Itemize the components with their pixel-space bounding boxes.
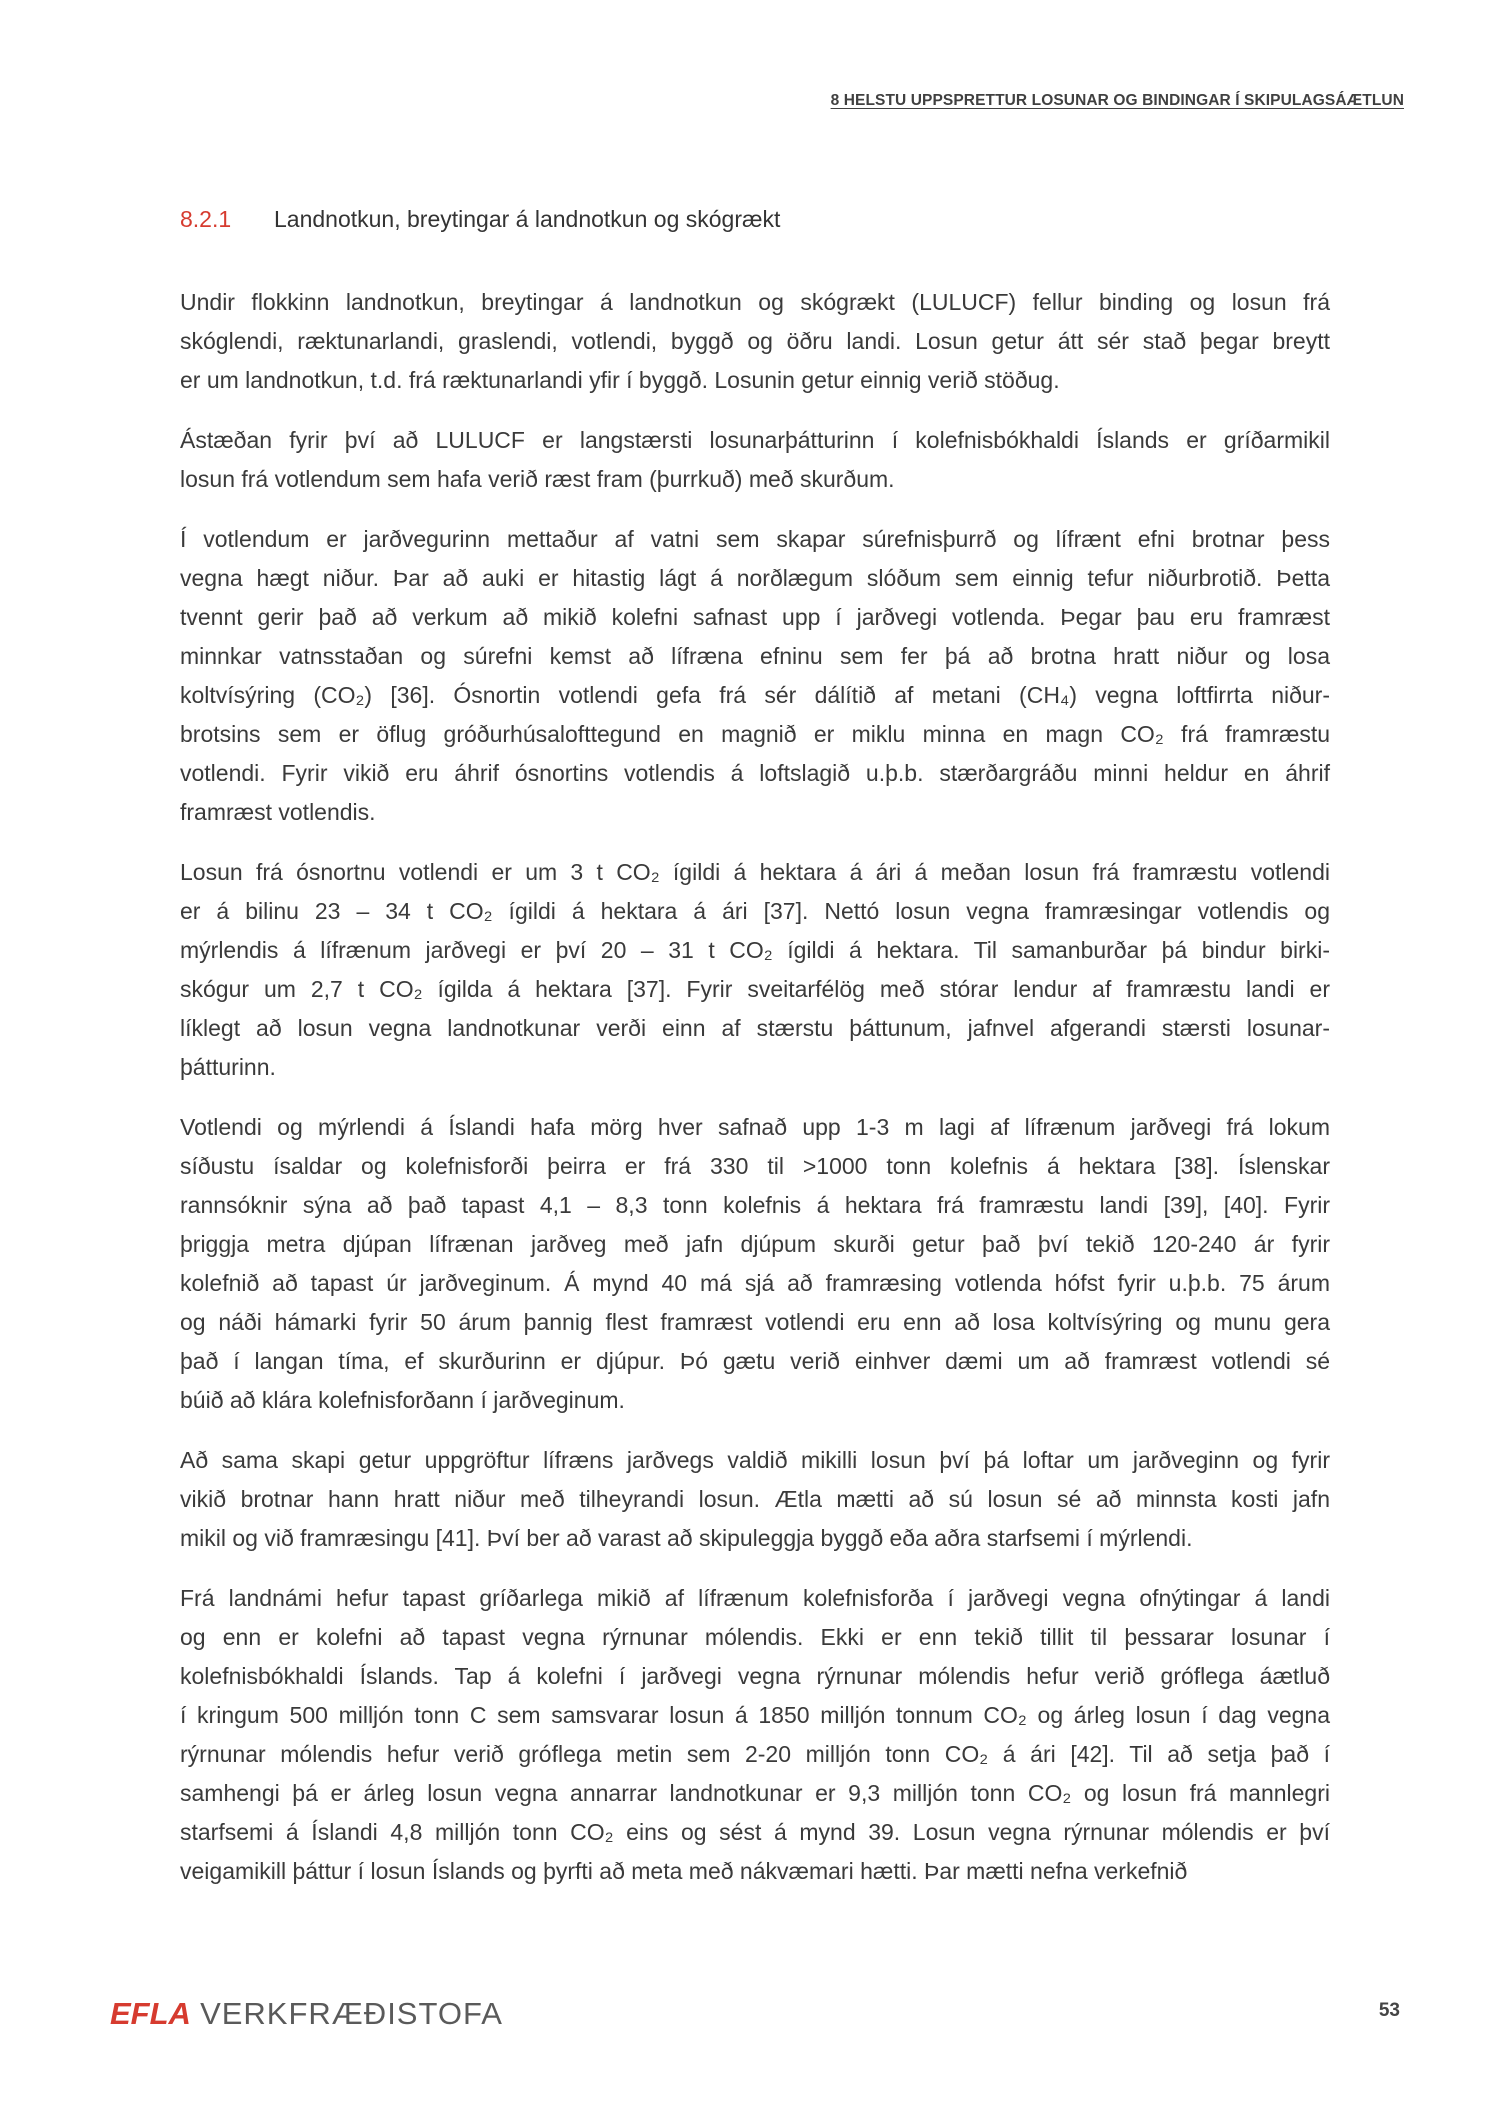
text-line: rannsóknir sýna að það tapast 4,1 – 8,3 tonn kolefnis á hektara frá framræstu landi [39], [40]. Fyrir [180, 1192, 1330, 1218]
text-line: þátturinn. [180, 1054, 276, 1080]
text-line: starfsemi á Íslandi 4,8 milljón tonn CO₂ eins og sést á mynd 39. Losun vegna rýrnunar mólendis er því [180, 1819, 1330, 1845]
text-line: mýrlendis á lífrænum jarðvegi er því 20 – 31 t CO₂ ígildi á hektara. Til samanburðar þá bindur birki- [180, 937, 1330, 963]
body-text [180, 283, 1330, 1912]
text-line: rýrnunar mólendis hefur verið gróflega metin sem 2-20 milljón tonn CO₂ á ári [42]. Til að setja það í [180, 1741, 1330, 1767]
text-line: veigamikill þáttur í losun Íslands og þyrfti að meta með nákvæmari hætti. Þar mætti nefna verkefnið [180, 1858, 1188, 1884]
text-line: er um landnotkun, t.d. frá ræktunarlandi yfir í byggð. Losunin getur einnig verið stöðug. [180, 367, 1060, 393]
text-line: tvennt gerir það að verkum að mikið kolefni safnast upp í jarðvegi votlenda. Þegar þau eru framræst [180, 604, 1330, 630]
text-line: skóglendi, ræktunarlandi, graslendi, votlendi, byggð og öðru landi. Losun getur átt sér stað þegar breytt [180, 328, 1330, 354]
text-line: og náði hámarki fyrir 50 árum þannig flest framræst votlendi eru enn að losa koltvísýring og munu gera [180, 1309, 1330, 1335]
text-line: Að sama skapi getur uppgröftur lífræns jarðvegs valdið mikilli losun því þá loftar um jarðveginn og fyrir [180, 1447, 1330, 1473]
text-line: það í langan tíma, ef skurðurinn er djúpur. Þó gætu verið einhver dæmi um að framræst votlendi sé [180, 1348, 1330, 1374]
text-line: koltvísýring (CO₂) [36]. Ósnortin votlendi gefa frá sér dálítið af metani (CH₄) vegna loftfirrta niður- [180, 682, 1330, 708]
section-title: Landnotkun, breytingar á landnotkun og skógrækt [274, 206, 781, 232]
text-line: vegna hægt niður. Þar að auki er hitastig lágt á norðlægum slóðum sem einnig tefur niðurbrotið. Þetta [180, 565, 1330, 591]
page-number: 53 [1378, 2000, 1400, 2021]
text-line: Undir flokkinn landnotkun, breytingar á landnotkun og skógrækt (LULUCF) fellur binding og losun frá [180, 289, 1330, 315]
text-line: og enn er kolefni að tapast vegna rýrnunar mólendis. Ekki er enn tekið tillit til þessarar losunar í [180, 1624, 1330, 1650]
running-header: 8 HELSTU UPPSPRETTUR LOSUNAR OG BINDINGAR Í SKIPULAGSÁÆTLUN [830, 92, 1404, 109]
paragraph [180, 1108, 1330, 1420]
text-line: síðustu ísaldar og kolefnisforði þeirra er frá 330 til >1000 tonn kolefnis á hektara [38]. Íslenskar [180, 1153, 1330, 1179]
text-line: mikil og við framræsingu [41]. Því ber að varast að skipuleggja byggð eða aðra starfsemi í mýrlendi. [180, 1525, 1193, 1551]
text-line: Votlendi og mýrlendi á Íslandi hafa mörg hver safnað upp 1-3 m lagi af lífrænum jarðvegi frá lokum [180, 1114, 1330, 1140]
text-line: vikið brotnar hann hratt niður með tilheyrandi losun. Ætla mætti að sú losun sé að minnsta kosti jafn [180, 1486, 1330, 1512]
paragraph [180, 421, 1330, 499]
paragraph [180, 283, 1330, 400]
text-line: samhengi þá er árleg losun vegna annarrar landnotkunar er 9,3 milljón tonn CO₂ og losun frá mannlegri [180, 1780, 1330, 1806]
section-heading [180, 206, 780, 233]
text-line: í kringum 500 milljón tonn C sem samsvarar losun á 1850 milljón tonnum CO₂ og árleg losun í dag vegna [180, 1702, 1330, 1728]
text-line: Í votlendum er jarðvegurinn mettaður af vatni sem skapar súrefnisþurrð og lífrænt efni brotnar þess [180, 526, 1330, 552]
text-line: er á bilinu 23 – 34 t CO₂ ígildi á hektara á ári [37]. Nettó losun vegna framræsingar votlendis og [180, 898, 1330, 924]
text-line: losun frá votlendum sem hafa verið ræst fram (þurrkuð) með skurðum. [180, 466, 895, 492]
text-line: kolefnisbókhaldi Íslands. Tap á kolefni í jarðvegi vegna rýrnunar mólendis hefur verið gróflega áætluð [180, 1663, 1330, 1689]
paragraph [180, 853, 1330, 1087]
text-line: framræst votlendis. [180, 799, 376, 825]
efla-logo [110, 1996, 503, 2032]
section-number: 8.2.1 [180, 206, 232, 232]
text-line: þriggja metra djúpan lífrænan jarðveg með jafn djúpum skurði getur það því tekið 120-240 ár fyrir [180, 1231, 1330, 1257]
text-line: minnkar vatnsstaðan og súrefni kemst að lífræna efninu sem fer þá að brotna hratt niður og losa [180, 643, 1330, 669]
logo-suffix: VERKFRÆÐISTOFA [200, 1996, 503, 2031]
paragraph [180, 1579, 1330, 1891]
text-line: líklegt að losun vegna landnotkunar verði einn af stærstu þáttunum, jafnvel afgerandi stærsti losunar- [180, 1015, 1330, 1041]
text-line: kolefnið að tapast úr jarðveginum. Á mynd 40 má sjá að framræsing votlenda hófst fyrir u.þ.b. 75 árum [180, 1270, 1330, 1296]
text-line: votlendi. Fyrir vikið eru áhrif ósnortins votlendis á loftslagið u.þ.b. stærðargráðu minni heldur en áhrif [180, 760, 1330, 786]
paragraph [180, 520, 1330, 832]
logo-brand: EFLA [110, 1996, 191, 2031]
text-line: Losun frá ósnortnu votlendi er um 3 t CO₂ ígildi á hektara á ári á meðan losun frá framræstu votlendi [180, 859, 1330, 885]
text-line: skógur um 2,7 t CO₂ ígilda á hektara [37]. Fyrir sveitarfélög með stórar lendur af framræstu landi er [180, 976, 1330, 1002]
paragraph [180, 1441, 1330, 1558]
text-line: Ástæðan fyrir því að LULUCF er langstærsti losunarþátturinn í kolefnisbókhaldi Íslands er gríðarmikil [180, 427, 1330, 453]
text-line: brotsins sem er öflug gróðurhúsalofttegund en magnið er miklu minna en magn CO₂ frá framræstu [180, 721, 1330, 747]
text-line: Frá landnámi hefur tapast gríðarlega mikið af lífrænum kolefnisforða í jarðvegi vegna ofnýtingar á landi [180, 1585, 1330, 1611]
text-line: búið að klára kolefnisforðann í jarðveginum. [180, 1387, 625, 1413]
